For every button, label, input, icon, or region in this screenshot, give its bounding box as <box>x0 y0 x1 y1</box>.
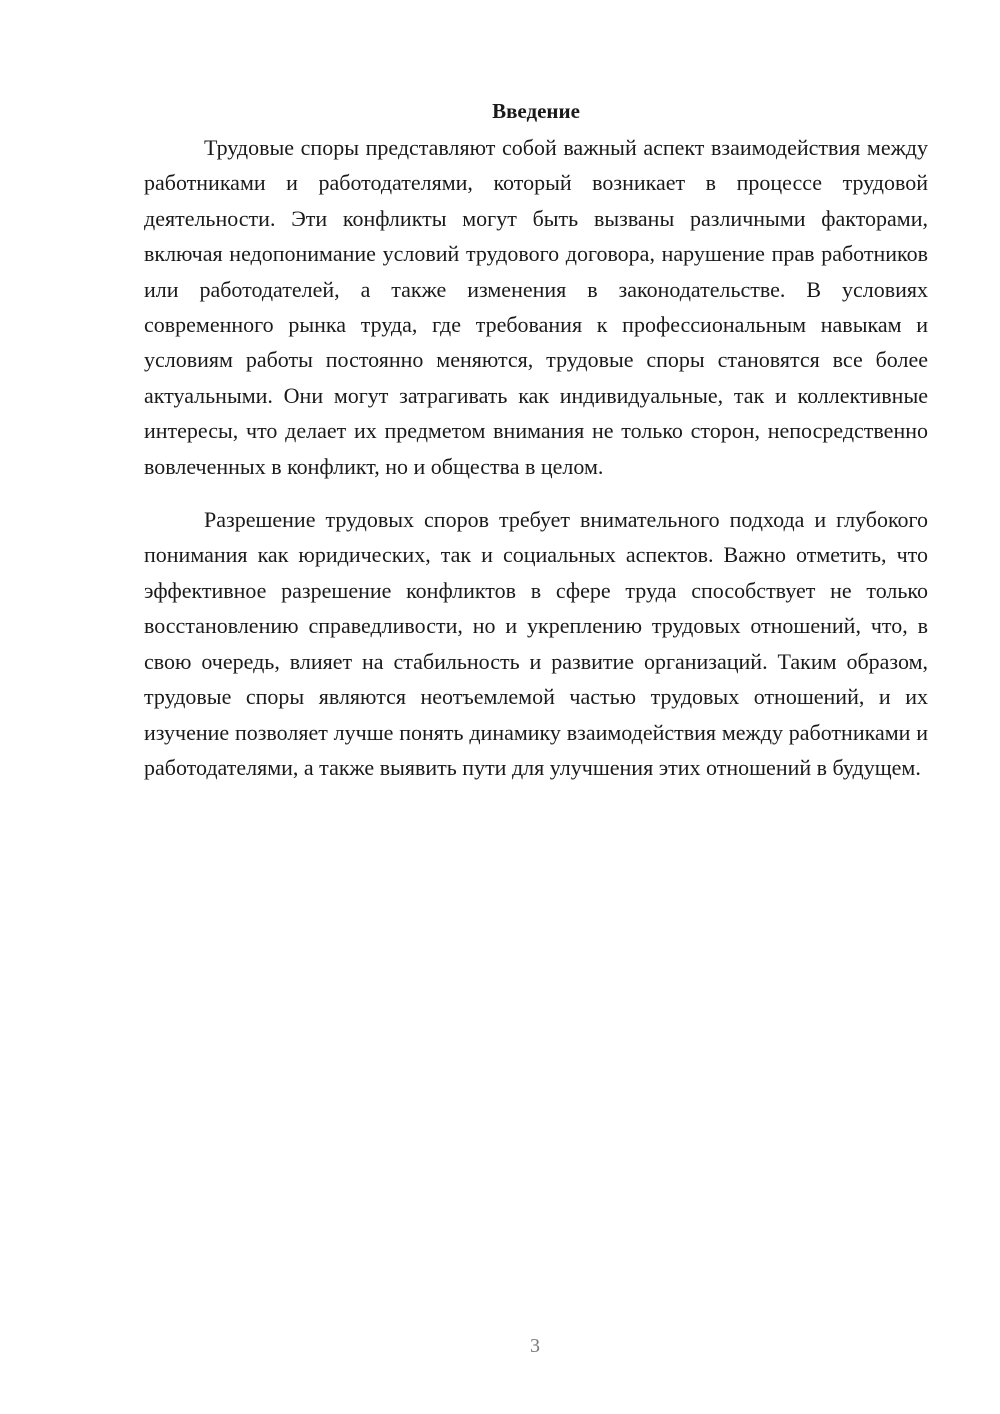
paragraph-2: Разрешение трудовых споров требует внимательного подхода и глубокого понимания как юридических, так и социальных аспектов. Важно отметить, что эффективное разрешение конфликтов в сфере труда способствует не только восстановлению справедливости, но и укреплению трудовых отношений, что, в свою очередь, влияет на стабильность и развитие организаций. Таким образом, трудовые споры являются неотъемлемой частью трудовых отношений, и их изучение позволяет лучше понять динамику взаимодействия между работниками и работодателями, а также выявить пути для улучшения этих отношений в будущем. <box>144 507 928 780</box>
paragraph-1: Трудовые споры представляют собой важный аспект взаимодействия между работниками и работодателями, который возникает в процессе трудовой деятельности. Эти конфликты могут быть вызваны различными факторами, включая недопонимание условий трудового договора, нарушение прав работников или работодателей, а также изменения в законодательстве. В условиях современного рынка труда, где требования к профессиональным навыкам и условиям работы постоянно меняются, трудовые споры становятся все более актуальными. Они могут затрагивать как индивидуальные, так и коллективные интересы, что делает их предметом внимания не только сторон, непосредственно вовлеченных в конфликт, но и общества в целом. <box>144 135 928 479</box>
page-number: 3 <box>530 1335 540 1357</box>
section-heading: Введение <box>492 99 580 123</box>
page-content <box>144 96 928 785</box>
